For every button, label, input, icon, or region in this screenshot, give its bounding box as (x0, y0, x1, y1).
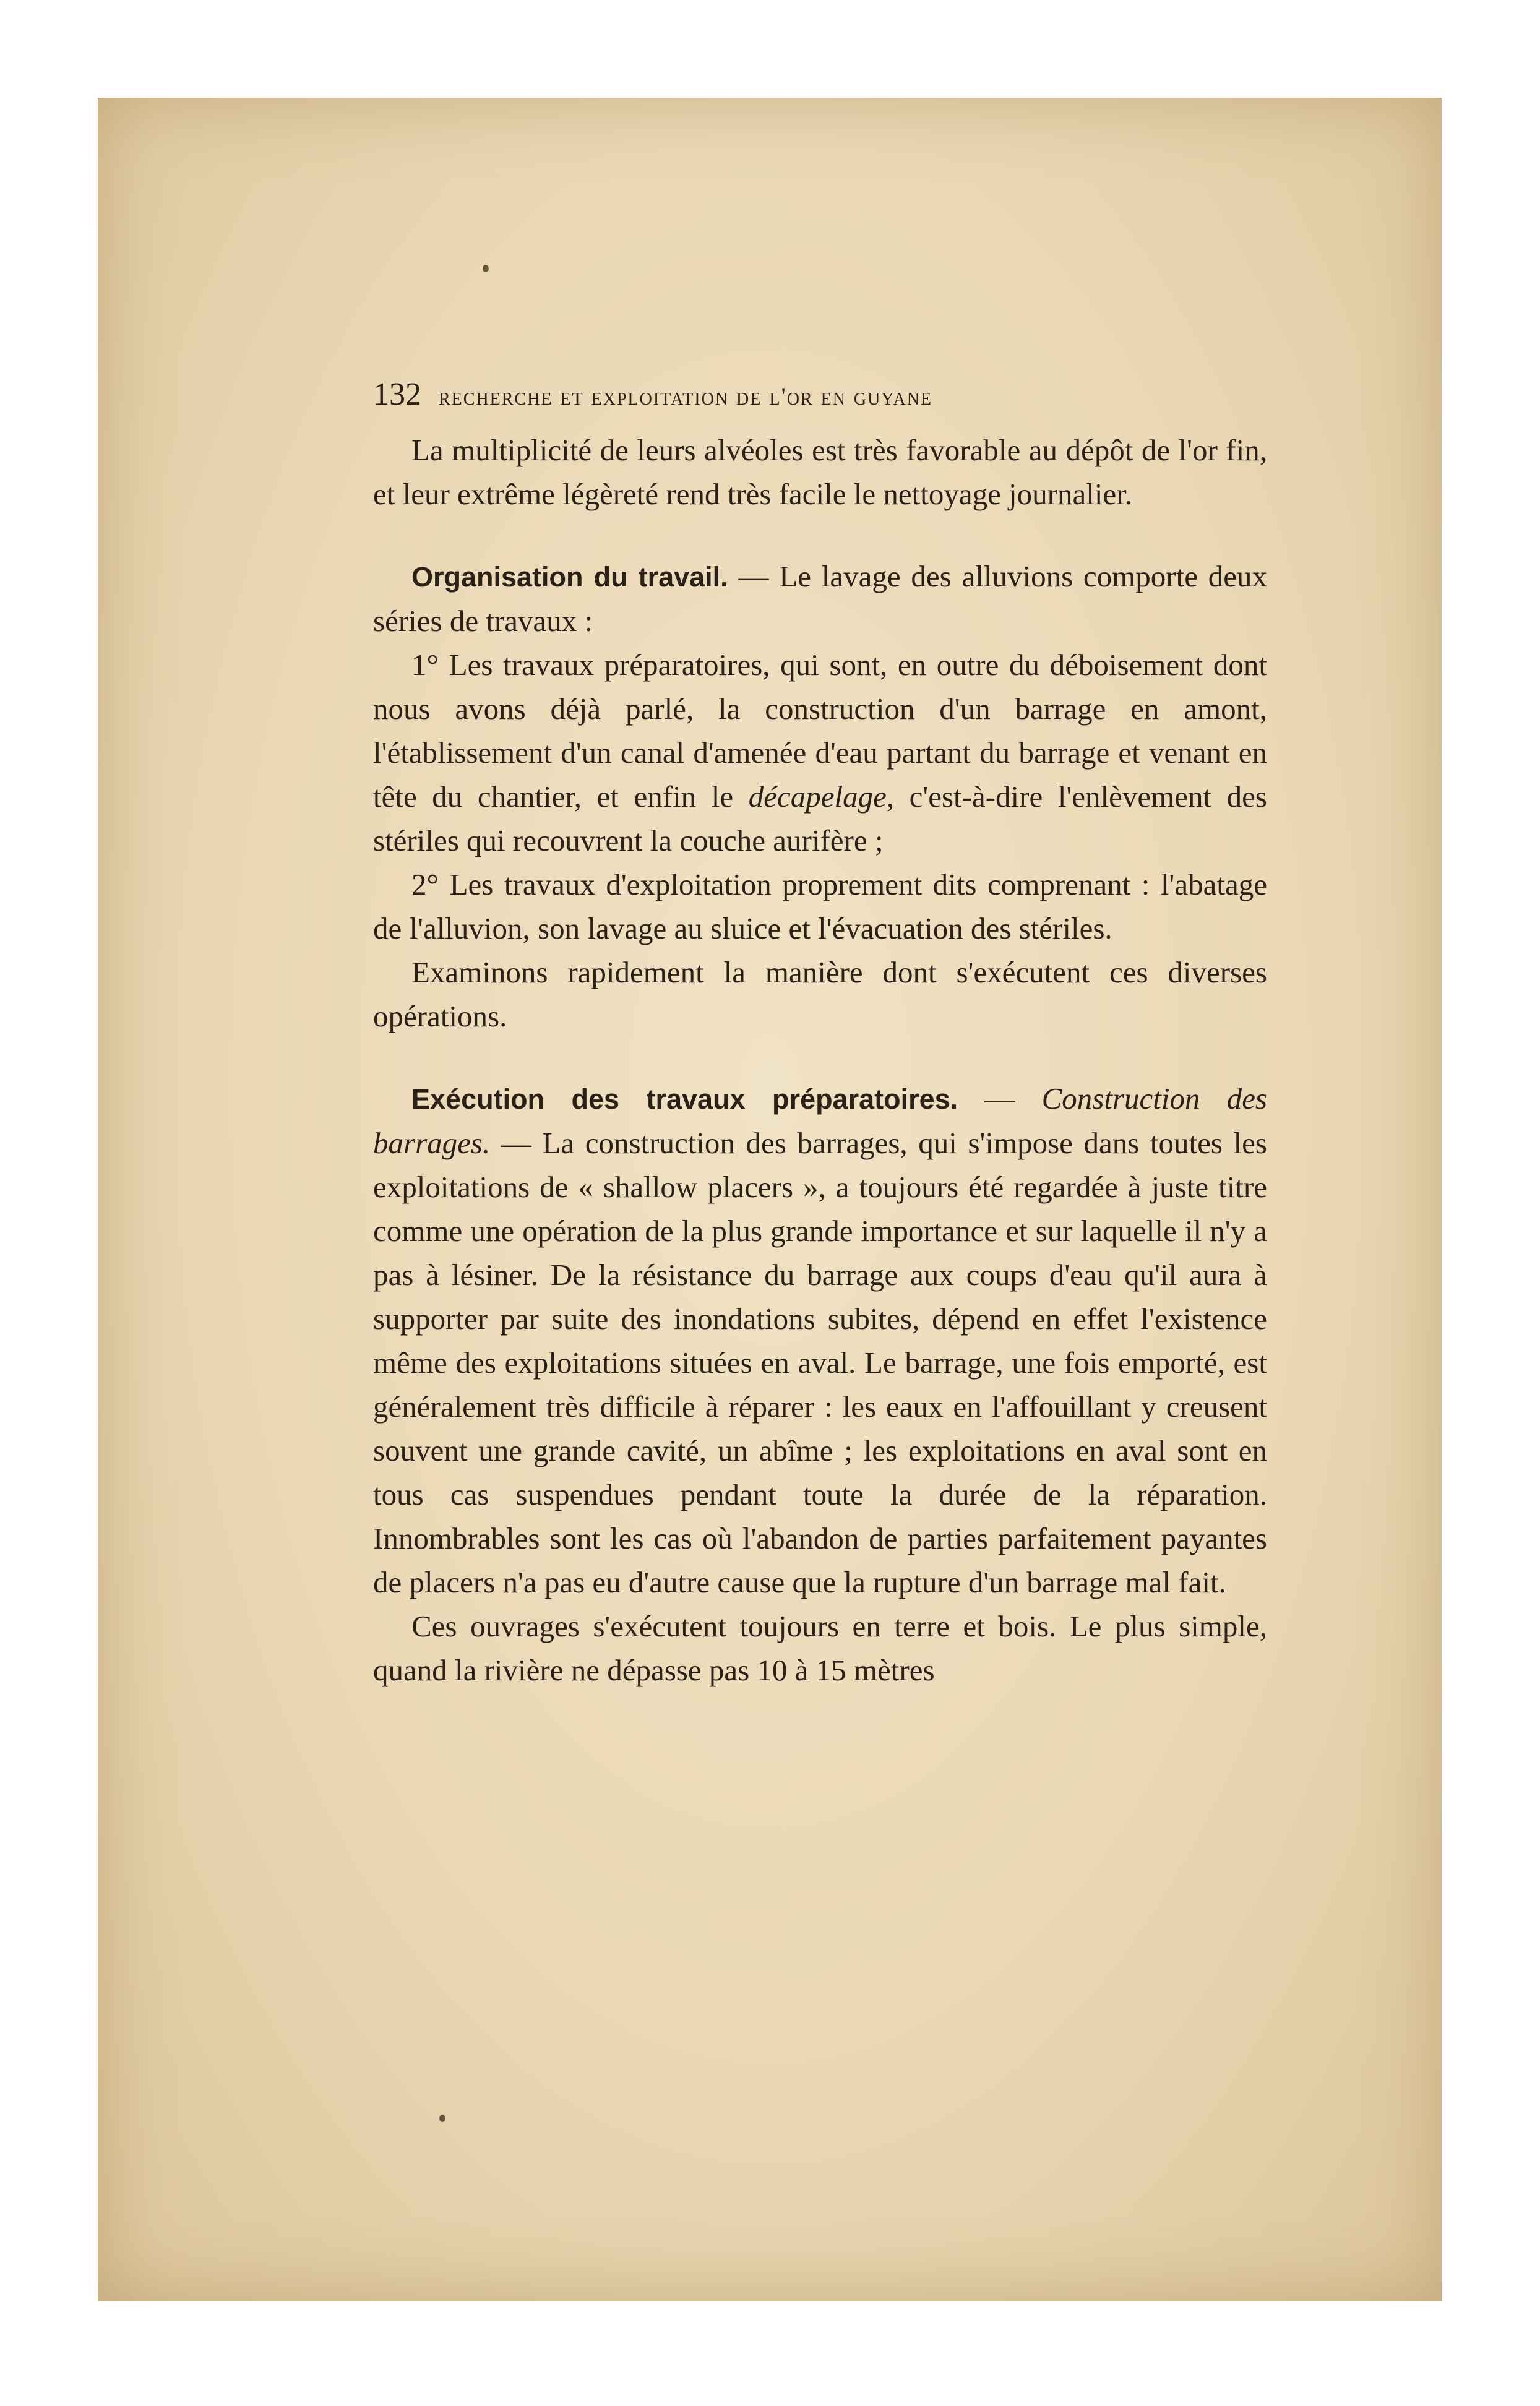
paragraph-alveoles: La multiplicité de leurs alvéoles est très favorable au dépôt de l'or fin, et leur extrême légèreté rend très facile le nettoyage journalier. (373, 433, 1267, 511)
subsection-heading-barrages: Construction des barrages. (373, 1081, 1268, 1160)
paragraph-ouvrages: Ces ouvrages s'exécutent toujours en terre et bois. Le plus simple, quand la rivière ne dépasse pas 10 à 15 mètres (373, 1609, 1267, 1687)
paragraph-execution (373, 1076, 1267, 1604)
running-title: recherche et exploitation de l'or en guyane (439, 382, 933, 410)
paragraph-examinons: Examinons rapidement la manière dont s'exécutent ces diverses opérations. (373, 955, 1267, 1033)
section-heading-execution: Exécution des travaux préparatoires. (411, 1083, 958, 1115)
ink-speck (439, 2115, 445, 2122)
term-decapelage: décapelage (748, 780, 887, 814)
paragraph-travaux-exploitation: 2° Les travaux d'exploitation proprement dits comprenant : l'abatage de l'alluvion, son lavage au sluice et l'évacuation des stériles. (373, 867, 1267, 945)
paragraph-travaux-preparatoires-text-b: , c'est-à-dire l'enlèvement des stériles qui recouvrent la couche aurifère ; (373, 780, 1267, 857)
paragraph-organisation-text: — Le lavage des alluvions comporte deux séries de travaux : (373, 559, 1267, 638)
ink-speck (483, 265, 489, 272)
scanned-page (98, 98, 1442, 2301)
page-number: 132 (373, 377, 421, 412)
page-content (373, 376, 1267, 1692)
running-head (373, 376, 1267, 428)
heading-dash: — (958, 1081, 1042, 1115)
paragraph-organisation (373, 554, 1267, 643)
paragraph-execution-text: — La construction des barrages, qui s'impose dans toutes les exploitations de « shallow placers », a toujours été regardée à juste titre comme une opération de la plus grande importance et sur laquelle il n'y a pas à lésiner. De la résistance du barrage aux coups d'eau qu'il aura à supporter par suite des inondations subites, dépend en effet l'existence même des exploitations situées en aval. Le barrage, une fois emporté, est généralement très difficile à réparer : les eaux en l'affouillant y creusent souvent une grande cavité, un abîme ; les exploitations en aval sont en tous cas suspendues pendant toute la durée de la réparation. Innombrables sont les cas où l'abandon de parties parfaitement payantes de placers n'a pas eu d'autre cause que la rupture d'un barrage mal fait. (373, 1126, 1267, 1599)
section-heading-organisation: Organisation du travail. (411, 561, 728, 593)
paragraph-travaux-preparatoires (373, 643, 1267, 862)
paragraph-travaux-preparatoires-text-a: 1° Les travaux préparatoires, qui sont, en outre du déboisement dont nous avons déjà parlé, la construction d'un barrage en amont, l'établissement d'un canal d'amenée d'eau partant du barrage et venant en tête du chantier, et enfin le (373, 648, 1267, 814)
